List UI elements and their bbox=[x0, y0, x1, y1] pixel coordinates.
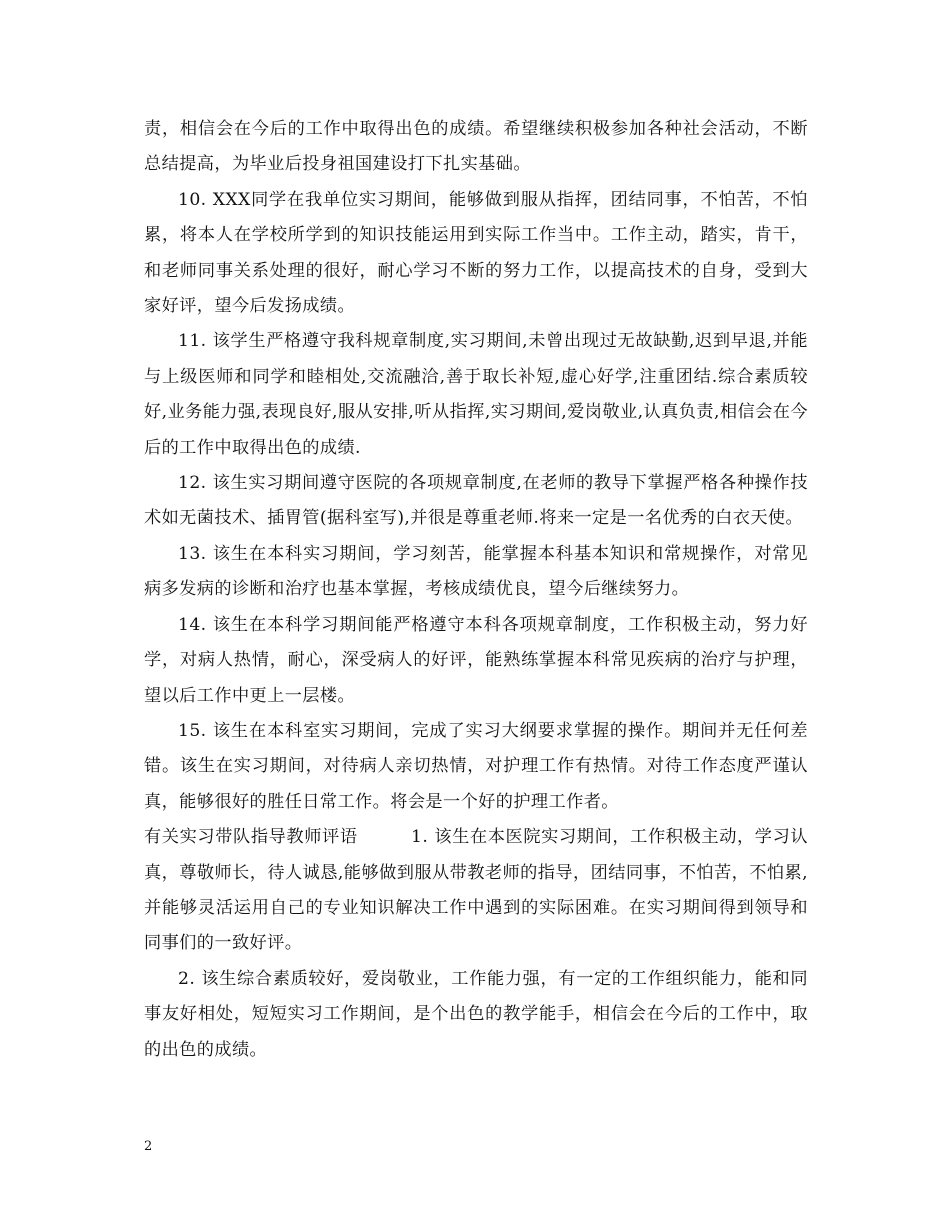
paragraph-item-12: 12. 该生实习期间遵守医院的各项规章制度,在老师的教导下掌握严格各种操作技术如无菌技术、插胃管(据科室写),并很是尊重老师.将来一定是一名优秀的白衣天使。 bbox=[144, 473, 808, 529]
paragraph-item-13: 13. 该生在本科实习期间，学习刻苦，能掌握本科基本知识和常规操作，对常见病多发病的诊断和治疗也基本掌握，考核成绩优良，望今后继续努力。 bbox=[144, 543, 808, 600]
document-body bbox=[144, 112, 808, 1068]
paragraph-item-15: 15. 该生在本科室实习期间，完成了实习大纲要求掌握的操作。期间并无任何差错。该生在实习期间，对待病人亲切热情，对护理工作有热情。对待工作态度严谨认真，能够很好的胜任日常工作。将会是一个好的护理工作者。 bbox=[144, 720, 808, 812]
paragraph-item-11: 11. 该学生严格遵守我科规章制度,实习期间,未曾出现过无故缺勤,迟到早退,并能与上级医师和同学和睦相处,交流融洽,善于取长补短,虚心好学,注重团结.综合素质较好,业务能力强,表现良好,服从安排,听从指挥,实习期间,爱岗敬业,认真负责,相信会在今后的工作中取得出色的成绩. bbox=[144, 331, 808, 458]
paragraph-continuation: 责，相信会在今后的工作中取得出色的成绩。希望继续积极参加各种社会活动，不断总结提高，为毕业后投身祖国建设打下扎实基础。 bbox=[144, 119, 808, 175]
paragraph-item-10: 10. XXX同学在我单位实习期间，能够做到服从指挥，团结同事，不怕苦，不怕累，将本人在学校所学到的知识技能运用到实际工作当中。工作主动，踏实，肯干，和老师同事关系处理的很好，耐心学习不断的努力工作，以提高技术的自身，受到大家好评，望今后发扬成绩。 bbox=[144, 189, 808, 317]
paragraph-item-14: 14. 该生在本科学习期间能严格遵守本科各项规章制度，工作积极主动，努力好学，对病人热情，耐心，深受病人的好评，能熟练掌握本科常见疾病的治疗与护理，望以后工作中更上一层楼。 bbox=[144, 614, 808, 706]
page-number: 2 bbox=[144, 1139, 153, 1154]
paragraph-teacher-comments-heading: 有关实习带队指导教师评语 1. 该生在本医院实习期间，工作积极主动，学习认真，尊敬师长，待人诚恳,能够做到服从带教老师的指导，团结同事，不怕苦，不怕累,并能够灵活运用自己的专业知识解决工作中遇到的实际困难。在实习期间得到领导和同事们的一致好评。 bbox=[144, 827, 808, 954]
paragraph-teacher-item-2: 2. 该生综合素质较好，爱岗敬业，工作能力强，有一定的工作组织能力，能和同事友好相处，短短实习工作期间，是个出色的教学能手，相信会在今后的工作中，取的出色的成绩。 bbox=[144, 968, 808, 1060]
